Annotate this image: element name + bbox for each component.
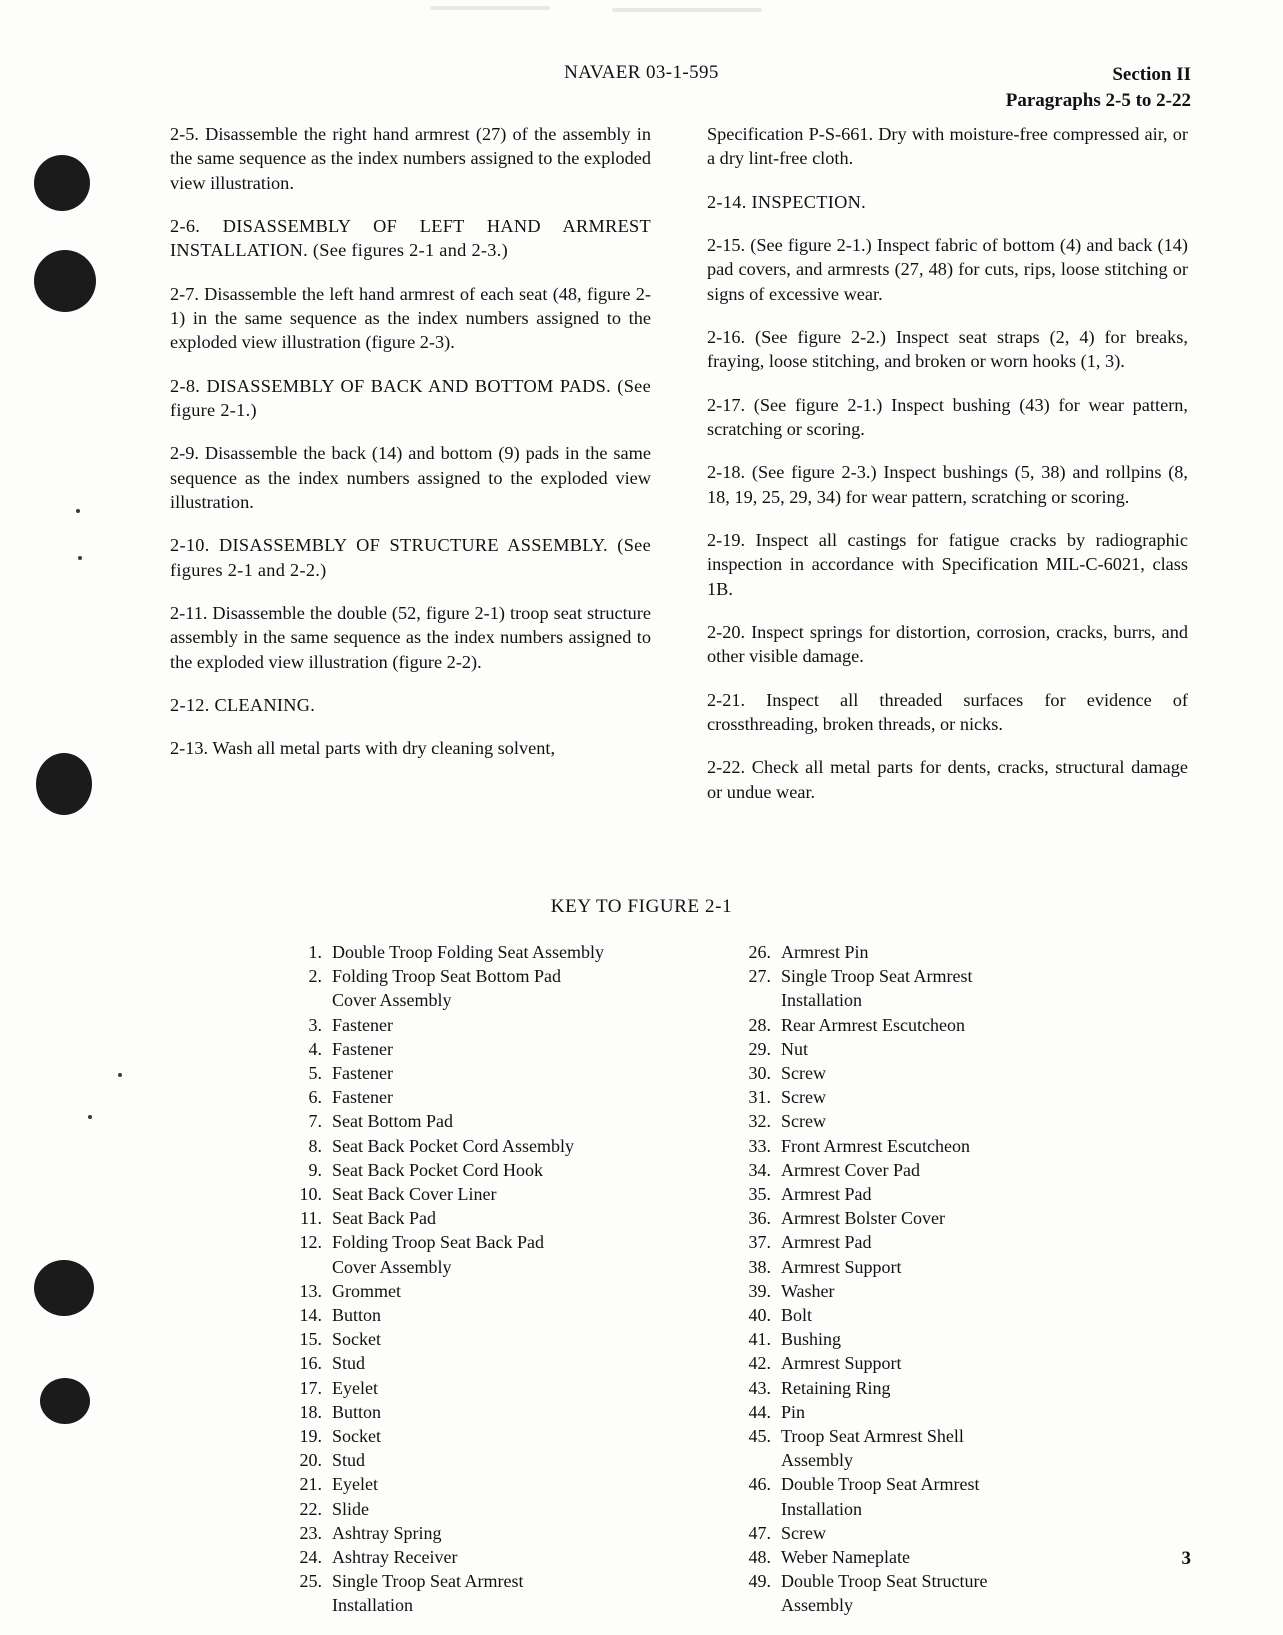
key-item: [288, 1182, 669, 1206]
key-item: [737, 1085, 1118, 1109]
key-item-index: 10.: [299, 1184, 322, 1205]
key-item-label: Armrest Cover Pad: [781, 1159, 920, 1180]
key-item-continuation: Cover Assembly: [332, 1256, 452, 1277]
key-item-label: Seat Back Cover Liner: [332, 1184, 497, 1205]
key-item: [737, 1230, 1118, 1254]
key-item-label: Weber Nameplate: [781, 1547, 910, 1568]
key-item-label: Screw: [781, 1111, 826, 1132]
key-item-continuation: Cover Assembly: [332, 990, 452, 1011]
key-item: [288, 1134, 669, 1158]
key-item-index: 39.: [748, 1280, 771, 1301]
key-item-index: 14.: [299, 1305, 322, 1326]
key-item-label: Armrest Pad: [781, 1184, 872, 1205]
key-item: [737, 1376, 1118, 1400]
key-item: [288, 1521, 669, 1545]
key-item-index: 22.: [299, 1498, 322, 1519]
key-item-continuation: Installation: [781, 1498, 862, 1519]
key-item: [737, 1109, 1118, 1133]
key-item-label: Folding Troop Seat Bottom Pad: [332, 966, 562, 987]
key-item-label: Bolt: [781, 1305, 813, 1326]
key-item-index: 18.: [299, 1401, 322, 1422]
key-item-index: 24.: [299, 1547, 322, 1568]
key-item: [737, 1472, 1118, 1496]
key-column-right: [737, 940, 1118, 1618]
key-item: [737, 1037, 1118, 1061]
key-item-index: 27.: [748, 966, 771, 987]
key-item-label: Slide: [332, 1498, 370, 1519]
scan-artifact: [612, 8, 762, 12]
document-number: NAVAER 03-1-595: [564, 62, 719, 83]
key-item: [288, 1424, 669, 1448]
key-item: [737, 964, 1118, 988]
key-item: [288, 1085, 669, 1109]
paragraph: 2-19. Inspect all castings for fatigue cracks by radiographic inspection in accordance with Specification MIL-C-6021, class 1B.: [707, 529, 1188, 599]
key-item-index: 41.: [748, 1329, 771, 1350]
paragraph: 2-9. Disassemble the back (14) and bottom (9) pads in the same sequence as the index numbers assigned to the exploded view illustration.: [170, 443, 651, 512]
key-item-index: 29.: [748, 1038, 771, 1059]
key-item: [288, 1569, 669, 1593]
key-item-label: Rear Armrest Escutcheon: [781, 1014, 965, 1035]
key-item-label: Fastener: [332, 1014, 393, 1035]
key-item-index: 42.: [748, 1353, 771, 1374]
paragraph: 2-18. (See figure 2-3.) Inspect bushings (5, 38) and rollpins (8, 18, 19, 25, 29, 34) for wear pattern, scratching or scoring.: [707, 462, 1188, 507]
key-item: [737, 1013, 1118, 1037]
key-item: [737, 1569, 1118, 1593]
key-item-index: 32.: [748, 1111, 771, 1132]
key-item-label: Seat Back Pocket Cord Hook: [332, 1159, 543, 1180]
key-item-label: Armrest Support: [781, 1256, 902, 1277]
key-item-index: 26.: [748, 942, 771, 962]
key-item-continuation: Installation: [332, 1595, 413, 1616]
key-item-label: Seat Back Pad: [332, 1208, 436, 1229]
key-item: [737, 1255, 1118, 1279]
key-item: [288, 1230, 669, 1254]
key-item-label: Armrest Bolster Cover: [781, 1208, 945, 1229]
key-item-label: Screw: [781, 1087, 826, 1108]
key-item-index: 19.: [299, 1426, 322, 1447]
page-speck: [78, 556, 82, 560]
key-item-index: 35.: [748, 1184, 771, 1205]
key-item-label: Socket: [332, 1329, 381, 1350]
header-right-block: [1006, 62, 1191, 113]
key-item: [737, 1206, 1118, 1230]
paragraph: 2-5. Disassemble the right hand armrest (27) of the assembly in the same sequence as the index numbers assigned to the exploded view illustration.: [170, 124, 651, 193]
key-item-index: 4.: [308, 1038, 322, 1059]
key-item: [288, 1037, 669, 1061]
key-item-label: Fastener: [332, 1038, 393, 1059]
key-to-figure-title: KEY TO FIGURE 2-1: [550, 896, 733, 917]
paragraph: 2-6. DISASSEMBLY OF LEFT HAND ARMREST INSTALLATION. (See figures 2-1 and 2-3.): [170, 215, 651, 261]
left-text-column: [170, 122, 651, 804]
key-item-index: 1.: [308, 942, 322, 962]
paragraph: Specification P-S-661. Dry with moisture-free compressed air, or a dry lint-free cloth.: [707, 124, 1188, 169]
paragraph: 2-13. Wash all metal parts with dry cleaning solvent,: [170, 738, 556, 759]
key-item-index: 44.: [748, 1401, 771, 1422]
key-item-index: 21.: [299, 1474, 322, 1495]
key-item-label: Screw: [781, 1522, 826, 1543]
key-item-index: 40.: [748, 1305, 771, 1326]
binder-hole-mark: [34, 250, 96, 312]
paragraph: 2-17. (See figure 2-1.) Inspect bushing (43) for wear pattern, scratching or scoring.: [707, 394, 1188, 439]
key-item-index: 45.: [748, 1426, 771, 1447]
binder-hole-mark: [34, 155, 90, 211]
key-item-index: 49.: [748, 1571, 771, 1592]
key-item-index: 37.: [748, 1232, 771, 1253]
key-item: [288, 1497, 669, 1521]
key-item-label: Armrest Support: [781, 1353, 902, 1374]
key-item-index: 28.: [748, 1014, 771, 1035]
page-speck: [76, 509, 80, 513]
key-item: [737, 1158, 1118, 1182]
key-item: [737, 940, 1118, 964]
key-item-label: Retaining Ring: [781, 1377, 891, 1398]
key-item-label: Folding Troop Seat Back Pad: [332, 1232, 545, 1253]
paragraph-range-label: Paragraphs 2-5 to 2-22: [1005, 89, 1191, 111]
key-item: [737, 1182, 1118, 1206]
key-item-label: Screw: [781, 1063, 826, 1084]
key-item: [737, 1303, 1118, 1327]
key-item-label: Single Troop Seat Armrest: [332, 1571, 524, 1592]
key-item-index: 30.: [748, 1063, 771, 1084]
key-item-continuation: Installation: [781, 990, 862, 1011]
right-text-column: [707, 122, 1188, 804]
key-item-label: Nut: [781, 1038, 808, 1059]
paragraph: 2-20. Inspect springs for distortion, corrosion, cracks, burrs, and other visible damage.: [707, 621, 1188, 667]
key-item: [288, 964, 669, 988]
binder-hole-mark: [36, 753, 92, 815]
key-item: [288, 1206, 669, 1230]
key-item-continuation: Assembly: [781, 1450, 853, 1471]
key-item-index: 25.: [299, 1571, 322, 1592]
key-item-label: Eyelet: [332, 1474, 378, 1495]
key-item-index: 33.: [748, 1135, 771, 1156]
paragraph: 2-22. Check all metal parts for dents, cracks, structural damage or undue wear.: [707, 757, 1188, 802]
key-item-index: 38.: [748, 1256, 771, 1277]
paragraph: 2-10. DISASSEMBLY OF STRUCTURE ASSEMBLY. (See figures 2-1 and 2-2.): [170, 535, 651, 580]
key-item-label: Grommet: [332, 1280, 401, 1301]
key-item-label: Ashtray Spring: [332, 1522, 442, 1543]
key-item-label: Seat Bottom Pad: [332, 1111, 453, 1132]
paragraph: 2-12. CLEANING.: [170, 694, 316, 715]
key-item: [737, 1545, 1118, 1569]
key-item-label: Pin: [781, 1401, 806, 1422]
key-item-index: 9.: [308, 1159, 322, 1180]
binder-hole-mark: [40, 1378, 90, 1424]
key-item-label: Socket: [332, 1426, 381, 1447]
key-to-figure-list: [288, 940, 1118, 1618]
key-item-index: 2.: [308, 966, 322, 987]
key-item-label: Fastener: [332, 1087, 393, 1108]
key-item: [288, 1013, 669, 1037]
key-item-label: Double Troop Seat Armrest: [781, 1474, 980, 1495]
body-columns: [170, 122, 1188, 804]
key-item-index: 43.: [748, 1377, 771, 1398]
key-item-index: 34.: [748, 1159, 771, 1180]
key-item: [288, 1448, 669, 1472]
key-item-label: Double Troop Folding Seat Assembly: [332, 942, 605, 962]
key-item-label: Armrest Pad: [781, 1232, 872, 1253]
paragraph: 2-14. INSPECTION.: [707, 191, 866, 212]
key-item-index: 3.: [308, 1014, 322, 1035]
page-speck: [118, 1073, 122, 1077]
key-item-label: Ashtray Receiver: [332, 1547, 458, 1568]
key-item: [737, 1134, 1118, 1158]
page-number: 3: [1181, 1548, 1191, 1569]
key-item: [288, 1158, 669, 1182]
page-speck: [88, 1115, 92, 1119]
key-item: [737, 1521, 1118, 1545]
paragraph: 2-8. DISASSEMBLY OF BACK AND BOTTOM PADS. (See figure 2-1.): [170, 375, 651, 420]
key-item-index: 6.: [308, 1087, 322, 1108]
key-item-label: Double Troop Seat Structure: [781, 1571, 988, 1592]
key-item-label: Stud: [332, 1353, 366, 1374]
key-item: [288, 1303, 669, 1327]
key-item-index: 20.: [299, 1450, 322, 1471]
key-item-index: 5.: [308, 1063, 322, 1084]
key-item-label: Front Armrest Escutcheon: [781, 1135, 970, 1156]
paragraph: 2-15. (See figure 2-1.) Inspect fabric of bottom (4) and back (14) pad covers, and armrests (27, 48) for cuts, rips, loose stitching or signs of excessive wear.: [707, 234, 1188, 304]
key-item-index: 23.: [299, 1522, 322, 1543]
key-item-label: Button: [332, 1305, 382, 1326]
key-item: [288, 1279, 669, 1303]
key-item: [288, 1376, 669, 1400]
key-item: [288, 1545, 669, 1569]
key-item-index: 46.: [748, 1474, 771, 1495]
key-item: [288, 1109, 669, 1133]
key-item-label: Fastener: [332, 1063, 393, 1084]
key-item-label: Armrest Pin: [781, 942, 869, 962]
key-item: [737, 1351, 1118, 1375]
key-item: [288, 1351, 669, 1375]
key-item-index: 7.: [308, 1111, 322, 1132]
key-item: [288, 1472, 669, 1496]
key-item-label: Eyelet: [332, 1377, 378, 1398]
key-item-index: 11.: [300, 1208, 322, 1229]
key-item-continuation: Assembly: [781, 1595, 853, 1616]
key-item: [737, 1424, 1118, 1448]
key-item-index: 16.: [299, 1353, 322, 1374]
key-column-left: [288, 940, 669, 1618]
key-item-index: 8.: [308, 1135, 322, 1156]
paragraph: 2-7. Disassemble the left hand armrest of each seat (48, figure 2-1) in the same sequence as the index numbers assigned to the exploded view illustration (figure 2-3).: [170, 283, 651, 353]
key-item-index: 48.: [748, 1547, 771, 1568]
key-item: [288, 1061, 669, 1085]
key-item-index: 31.: [748, 1087, 771, 1108]
binder-hole-mark: [34, 1260, 94, 1316]
key-item-label: Button: [332, 1401, 382, 1422]
key-item: [288, 940, 669, 964]
key-item-label: Single Troop Seat Armrest: [781, 966, 973, 987]
key-item-index: 13.: [299, 1280, 322, 1301]
key-item-index: 15.: [299, 1329, 322, 1350]
paragraph: 2-21. Inspect all threaded surfaces for evidence of crossthreading, broken threads, or nicks.: [707, 689, 1188, 734]
key-item-label: Stud: [332, 1450, 366, 1471]
key-item: [737, 1279, 1118, 1303]
key-item-label: Seat Back Pocket Cord Assembly: [332, 1135, 574, 1156]
key-item-label: Bushing: [781, 1329, 842, 1350]
key-item: [288, 1327, 669, 1351]
key-item-index: 36.: [748, 1208, 771, 1229]
paragraph: 2-11. Disassemble the double (52, figure 2-1) troop seat structure assembly in the same sequence as the index numbers assigned to the exploded view illustration (figure 2-2).: [170, 602, 651, 672]
section-label: Section II: [1112, 64, 1191, 85]
key-item: [288, 1400, 669, 1424]
key-item-label: Washer: [781, 1280, 835, 1301]
paragraph: 2-16. (See figure 2-2.) Inspect seat straps (2, 4) for breaks, fraying, loose stitching, and broken or worn hooks (1, 3).: [707, 326, 1188, 372]
key-item-label: Troop Seat Armrest Shell: [781, 1426, 964, 1447]
scan-artifact: [430, 6, 550, 10]
key-item-index: 17.: [299, 1377, 322, 1398]
key-item: [737, 1400, 1118, 1424]
key-item: [737, 1327, 1118, 1351]
key-item-index: 47.: [748, 1522, 771, 1543]
key-item: [737, 1061, 1118, 1085]
key-item-index: 12.: [299, 1232, 322, 1253]
